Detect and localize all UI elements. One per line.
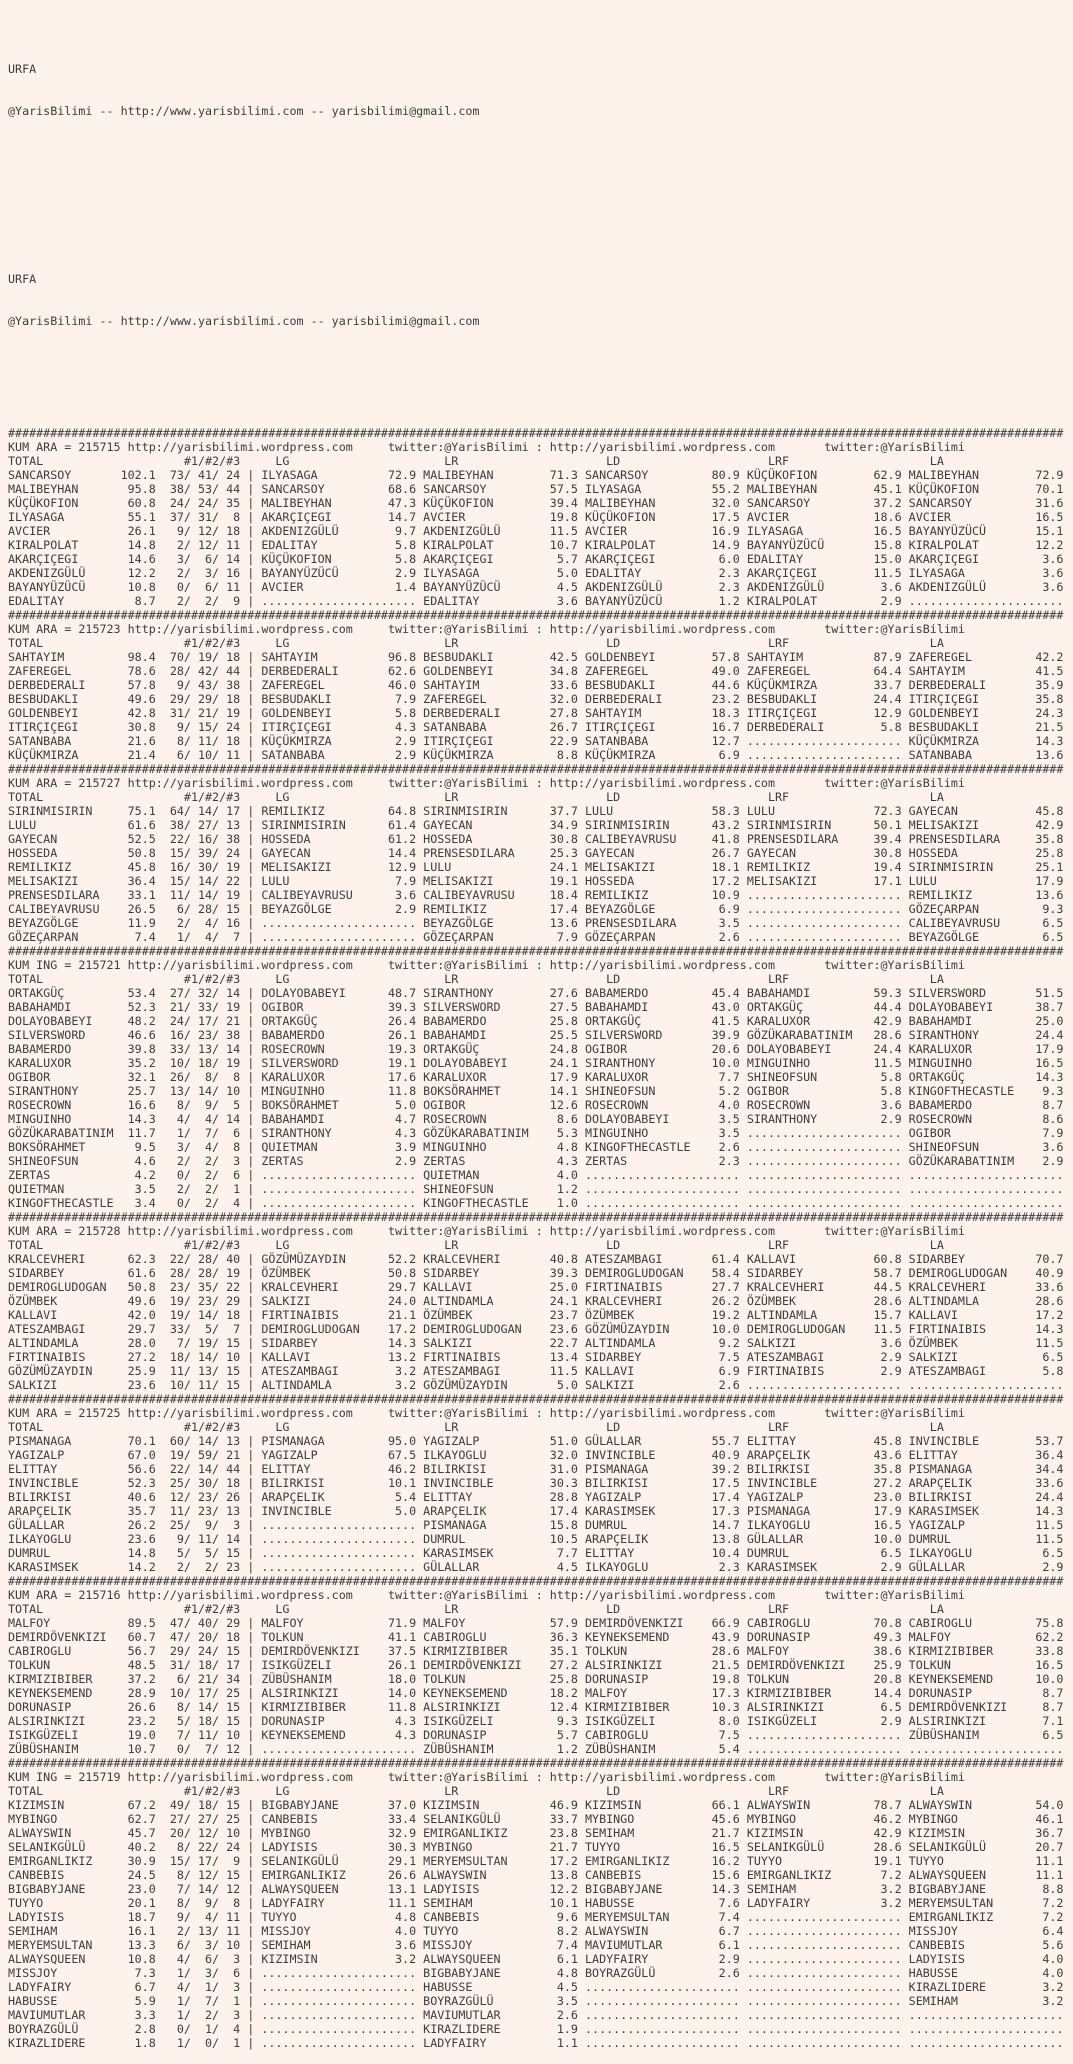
separator-line: ###################################################################################################################################################### <box>8 1574 1064 1588</box>
section-title-line: KUM ARA = 215728 http://yarisbilimi.wordpress.com twitter:@YarisBilimi : http://yarisbilimi.wordpress.com twitter:@YarisBilimi <box>8 1224 965 1238</box>
table-row: MYBINGO 62.7 27/ 27/ 25 | CANBEBIS 33.4 SELANIKGÜLÜ 33.7 MYBINGO 45.6 MYBINGO 46.2 MYBINGO 46.1 <box>8 1812 1064 1826</box>
table-row: TUYYO 20.1 8/ 9/ 8 | LADYFAIRY 11.1 SEMIHAM 10.1 HABUSSE 7.6 LADYFAIRY 3.2 MERYEMSULTAN 7.2 <box>8 1896 1064 1910</box>
section-title-line: KUM ARA = 215725 http://yarisbilimi.wordpress.com twitter:@YarisBilimi : http://yarisbilimi.wordpress.com twitter:@YarisBilimi <box>8 1406 965 1420</box>
table-row: MERYEMSULTAN 13.3 6/ 3/ 10 | SEMIHAM 3.6 MISSJOY 7.4 MAVIUMUTLAR 6.1 ...................... CANBEBIS 5.6 <box>8 1938 1064 1952</box>
columns-header-line: TOTAL #1/#2/#3 LG LR LD LRF LA <box>8 1602 944 1616</box>
table-row: BOYRAZGÜLÜ 2.8 0/ 1/ 4 | ...................... KIRAZLIDERE 1.9 ...................... ...................... ...................... <box>8 2022 1064 2036</box>
table-row: MAVIUMUTLAR 3.3 1/ 2/ 3 | ...................... MAVIUMUTLAR 2.6 ...................... ...................... ...................... <box>8 2008 1064 2022</box>
table-row: ZAFEREGEL 78.6 28/ 42/ 44 | DERBEDERALI 62.6 GOLDENBEYI 34.8 ZAFEREGEL 49.0 ZAFEREGEL 64.4 SAHTAYIM 41.5 <box>8 664 1064 678</box>
masthead-location: URFA <box>8 62 37 76</box>
columns-header-line: TOTAL #1/#2/#3 LG LR LD LRF LA <box>8 1238 944 1252</box>
table-row: ZÜBÜSHANIM 10.7 0/ 7/ 12 | ...................... ZÜBÜSHANIM 1.2 ZÜBÜSHANIM 5.4 ...................... ...................... <box>8 1742 1064 1756</box>
table-row: KEYNEKSEMEND 28.9 10/ 17/ 25 | ALSIRINKIZI 14.0 KEYNEKSEMEND 18.2 MALFOY 17.3 KIRMIZIBIBER 14.4 DORUNASIP 8.7 <box>8 1686 1064 1700</box>
table-row: HABUSSE 5.9 1/ 7/ 1 | ...................... BOYRAZGÜLÜ 3.5 ...................... ...................... SEMIHAM 3.2 <box>8 1994 1064 2008</box>
table-row: ÖZÜMBEK 49.6 19/ 23/ 29 | SALKIZI 24.0 ALTINDAMLA 24.1 KRALCEVHERI 26.2 ÖZÜMBEK 28.6 ALTINDAMLA 28.6 <box>8 1294 1064 1308</box>
table-row: BIGBABYJANE 23.0 7/ 14/ 12 | ALWAYSQUEEN 13.1 LADYISIS 12.2 BIGBABYJANE 14.3 SEMIHAM 3.2 BIGBABYJANE 8.8 <box>8 1882 1064 1896</box>
table-row: GÜLALLAR 26.2 25/ 9/ 3 | ...................... PISMANAGA 15.8 DUMRUL 14.7 ILKAYOGLU 16.5 YAGIZALP 11.5 <box>8 1518 1064 1532</box>
table-row: ALWAYSQUEEN 10.8 4/ 6/ 3 | KIZIMSIN 3.2 ALWAYSQUEEN 6.1 LADYFAIRY 2.9 ...................... LADYISIS 4.0 <box>8 1952 1064 1966</box>
table-row: TOLKUN 48.5 31/ 18/ 17 | ISIKGÜZELI 26.1 DEMIRDÖVENKIZI 27.2 ALSIRINKIZI 21.5 DEMIRDÖVENKIZI 25.9 TOLKUN 16.5 <box>8 1658 1064 1672</box>
masthead-repeat <box>8 244 1073 356</box>
table-row: LADYFAIRY 6.7 4/ 1/ 3 | ...................... HABUSSE 4.5 ...................... ...................... KIRAZLIDERE 3.2 <box>8 1980 1064 1994</box>
section-title-line: KUM ARA = 215716 http://yarisbilimi.wordpress.com twitter:@YarisBilimi : http://yarisbilimi.wordpress.com twitter:@YarisBilimi <box>8 1588 965 1602</box>
table-row: BILIRKISI 40.6 12/ 23/ 26 | ARAPÇELIK 5.4 ELITTAY 28.8 YAGIZALP 17.4 YAGIZALP 23.0 BILIRKISI 24.4 <box>8 1490 1064 1504</box>
masthead-byline: @YarisBilimi -- http://www.yarisbilimi.com -- yarisbilimi@gmail.com <box>8 314 480 328</box>
table-row: BAYANYÜZÜCÜ 10.8 0/ 6/ 11 | AVCIER 1.4 BAYANYÜZÜCÜ 4.5 AKDENIZGÜLÜ 2.3 AKDENIZGÜLÜ 3.6 AKDENIZGÜLÜ 3.6 <box>8 580 1064 594</box>
table-row: REMILIKIZ 45.8 16/ 30/ 19 | MELISAKIZI 12.9 LULU 24.1 MELISAKIZI 18.1 REMILIKIZ 19.4 SIRINMISIRIN 25.1 <box>8 860 1064 874</box>
table-row: MELISAKIZI 36.4 15/ 14/ 22 | LULU 7.9 MELISAKIZI 19.1 HOSSEDA 17.2 MELISAKIZI 17.1 LULU 17.9 <box>8 874 1064 888</box>
table-row: PISMANAGA 70.1 60/ 14/ 13 | PISMANAGA 95.0 YAGIZALP 51.0 GÜLALLAR 55.7 ELITTAY 45.8 INVINCIBLE 53.7 <box>8 1434 1064 1448</box>
separator-line: ###################################################################################################################################################### <box>8 426 1064 440</box>
table-row: CABIROGLU 56.7 29/ 24/ 15 | DEMIRDÖVENKIZI 37.5 KIRMIZIBIBER 35.1 TOLKUN 28.6 MALFOY 38.6 KIRMIZIBIBER 33.8 <box>8 1644 1064 1658</box>
table-row: ZERTAS 4.2 0/ 2/ 6 | ...................... QUIETMAN 4.0 ...................... ...................... ...................... <box>8 1168 1064 1182</box>
columns-header-line: TOTAL #1/#2/#3 LG LR LD LRF LA <box>8 790 944 804</box>
table-row: ROSECROWN 16.6 8/ 9/ 5 | BOKSÖRAHMET 5.0 OGIBOR 12.6 ROSECROWN 4.0 ROSECROWN 3.6 BABAMERDO 8.7 <box>8 1098 1064 1112</box>
table-row: BOKSÖRAHMET 9.5 3/ 4/ 8 | QUIETMAN 3.9 MINGUINHO 4.8 KINGOFTHECASTLE 2.6 ...................... SHINEOFSUN 3.6 <box>8 1140 1064 1154</box>
table-row: GÖZÜMÜZAYDIN 25.9 11/ 13/ 15 | ATESZAMBAGI 3.2 ATESZAMBAGI 11.5 KALLAVI 6.9 FIRTINAIBIS 2.9 ATESZAMBAGI 5.8 <box>8 1364 1064 1378</box>
table-row: SIRANTHONY 25.7 13/ 14/ 10 | MINGUINHO 11.8 BOKSÖRAHMET 14.1 SHINEOFSUN 5.2 OGIBOR 5.8 KINGOFTHECASTLE 9.3 <box>8 1084 1064 1098</box>
table-row: KIRMIZIBIBER 37.2 6/ 21/ 34 | ZÜBÜSHANIM 18.0 TOLKUN 25.8 DORUNASIP 19.8 TOLKUN 20.8 KEYNEKSEMEND 10.0 <box>8 1672 1064 1686</box>
columns-header-line: TOTAL #1/#2/#3 LG LR LD LRF LA <box>8 636 944 650</box>
table-row: GAYECAN 52.5 22/ 16/ 38 | HOSSEDA 61.2 HOSSEDA 30.8 CALIBEYAVRUSU 41.8 PRENSESDILARA 39.4 PRENSESDILARA 35.8 <box>8 832 1064 846</box>
table-row: ISIKGÜZELI 19.0 7/ 11/ 10 | KEYNEKSEMEND 4.3 DORUNASIP 5.7 CABIROGLU 7.5 ...................... ZÜBÜSHANIM 6.5 <box>8 1728 1064 1742</box>
table-row: AKDENIZGÜLÜ 12.2 2/ 3/ 16 | BAYANYÜZÜCÜ 2.9 ILYASAGA 5.0 EDALITAY 2.3 AKARÇIÇEGI 11.5 ILYASAGA 3.6 <box>8 566 1064 580</box>
table-row: AKARÇIÇEGI 14.6 3/ 6/ 14 | KÜÇÜKOFION 5.8 AKARÇIÇEGI 5.7 AKARÇIÇEGI 6.0 EDALITAY 15.0 AKARÇIÇEGI 3.6 <box>8 552 1064 566</box>
table-row: SANCARSOY 102.1 73/ 41/ 24 | ILYASAGA 72.9 MALIBEYHAN 71.3 SANCARSOY 80.9 KÜÇÜKOFION 62.9 MALIBEYHAN 72.9 <box>8 468 1064 482</box>
section-title-line: KUM ING = 215721 http://yarisbilimi.wordpress.com twitter:@YarisBilimi : http://yarisbilimi.wordpress.com twitter:@YarisBilimi <box>8 958 965 972</box>
table-row: GÖZÜKARABATINIM 11.7 1/ 7/ 6 | SIRANTHONY 4.3 GÖZÜKARABATINIM 5.3 MINGUINHO 3.5 ...................... OGIBOR 7.9 <box>8 1126 1064 1140</box>
table-row: MINGUINHO 14.3 4/ 4/ 14 | BABAHAMDI 4.7 ROSECROWN 8.6 DOLAYOBABEYI 3.5 SIRANTHONY 2.9 ROSECROWN 8.6 <box>8 1112 1064 1126</box>
table-row: BABAMERDO 39.8 33/ 13/ 14 | ROSECROWN 19.3 ORTAKGÜÇ 24.8 OGIBOR 20.6 DOLAYOBABEYI 24.4 KARALUXOR 17.9 <box>8 1042 1064 1056</box>
table-row: GOLDENBEYI 42.8 31/ 21/ 19 | GOLDENBEYI 5.8 DERBEDERALI 27.8 SAHTAYIM 18.3 ITIRÇIÇEGI 12.9 GOLDENBEYI 24.3 <box>8 706 1064 720</box>
table-row: BABAHAMDI 52.3 21/ 33/ 19 | OGIBOR 39.3 SILVERSWORD 27.5 BABAHAMDI 43.0 ORTAKGÜÇ 44.4 DOLAYOBABEYI 38.7 <box>8 1000 1064 1014</box>
table-row: KIZIMSIN 67.2 49/ 18/ 15 | BIGBABYJANE 37.0 KIZIMSIN 46.9 KIZIMSIN 66.1 ALWAYSWIN 78.7 ALWAYSWIN 54.0 <box>8 1798 1064 1812</box>
table-row: KRALCEVHERI 62.3 22/ 28/ 40 | GÖZÜMÜZAYDIN 52.2 KRALCEVHERI 40.8 ATESZAMBAGI 61.4 KALLAVI 60.8 SIDARBEY 70.7 <box>8 1252 1064 1266</box>
separator-line: ###################################################################################################################################################### <box>8 608 1064 622</box>
table-row: AVCIER 26.1 9/ 12/ 18 | AKDENIZGÜLÜ 9.7 AKDENIZGÜLÜ 11.5 AVCIER 16.9 ILYASAGA 16.5 BAYANYÜZÜCÜ 15.1 <box>8 524 1064 538</box>
table-row: SIDARBEY 61.6 28/ 28/ 19 | ÖZÜMBEK 50.8 SIDARBEY 39.3 DEMIROGLUDOGAN 58.4 SIDARBEY 58.7 DEMIROGLUDOGAN 40.9 <box>8 1266 1064 1280</box>
table-row: LULU 61.6 38/ 27/ 13 | SIRINMISIRIN 61.4 GAYECAN 34.9 SIRINMISIRIN 43.2 SIRINMISIRIN 50.1 MELISAKIZI 42.9 <box>8 818 1064 832</box>
table-row: ITIRÇIÇEGI 30.8 9/ 15/ 24 | ITIRÇIÇEGI 4.3 SATANBABA 26.7 ITIRÇIÇEGI 16.7 DERBEDERALI 5.8 BESBUDAKLI 21.5 <box>8 720 1064 734</box>
section-title-line: KUM ING = 215719 http://yarisbilimi.wordpress.com twitter:@YarisBilimi : http://yarisbilimi.wordpress.com twitter:@YarisBilimi <box>8 1770 965 1784</box>
table-row: ALTINDAMLA 28.0 7/ 19/ 15 | SIDARBEY 14.3 SALKIZI 22.7 ALTINDAMLA 9.2 SALKIZI 3.6 ÖZÜMBEK 11.5 <box>8 1336 1064 1350</box>
masthead-location: URFA <box>8 272 37 286</box>
table-row: KIRALPOLAT 14.8 2/ 12/ 11 | EDALITAY 5.8 KIRALPOLAT 10.7 KIRALPOLAT 14.9 BAYANYÜZÜCÜ 15.8 KIRALPOLAT 12.2 <box>8 538 1064 552</box>
masthead-byline: @YarisBilimi -- http://www.yarisbilimi.com -- yarisbilimi@gmail.com <box>8 104 480 118</box>
table-row: QUIETMAN 3.5 2/ 2/ 1 | ...................... SHINEOFSUN 1.2 ...................... ...................... ...................... <box>8 1182 1064 1196</box>
masthead <box>8 34 1073 146</box>
table-row: SAHTAYIM 98.4 70/ 19/ 18 | SAHTAYIM 96.8 BESBUDAKLI 42.5 GOLDENBEYI 57.8 SAHTAYIM 87.9 ZAFEREGEL 42.2 <box>8 650 1064 664</box>
columns-header-line: TOTAL #1/#2/#3 LG LR LD LRF LA <box>8 972 944 986</box>
table-row: DEMIROGLUDOGAN 50.8 23/ 35/ 22 | KRALCEVHERI 29.7 KALLAVI 25.0 FIRTINAIBIS 27.7 KRALCEVHERI 44.5 KRALCEVHERI 33.6 <box>8 1280 1064 1294</box>
table-row: PRENSESDILARA 33.1 11/ 14/ 19 | CALIBEYAVRUSU 3.6 CALIBEYAVRUSU 18.4 REMILIKIZ 10.9 ...................... REMILIKIZ 13.6 <box>8 888 1064 902</box>
table-row: SHINEOFSUN 4.6 2/ 2/ 3 | ZERTAS 2.9 ZERTAS 4.3 ZERTAS 2.3 ...................... GÖZÜKARABATINIM 2.9 <box>8 1154 1064 1168</box>
table-row: SEMIHAM 16.1 2/ 13/ 11 | MISSJOY 4.0 TUYYO 8.2 ALWAYSWIN 6.7 ...................... MISSJOY 6.4 <box>8 1924 1064 1938</box>
table-row: DERBEDERALI 57.8 9/ 43/ 38 | ZAFEREGEL 46.0 SAHTAYIM 33.6 BESBUDAKLI 44.6 KÜÇÜKMIRZA 33.7 DERBEDERALI 35.9 <box>8 678 1064 692</box>
table-row: MISSJOY 7.3 1/ 3/ 6 | ...................... BIGBABYJANE 4.8 BOYRAZGÜLÜ 2.6 ...................... HABUSSE 4.0 <box>8 1966 1064 1980</box>
separator-line: ###################################################################################################################################################### <box>8 1210 1064 1224</box>
table-row: KALLAVI 42.0 19/ 14/ 18 | FIRTINAIBIS 21.1 ÖZÜMBEK 23.7 ÖZÜMBEK 19.2 ALTINDAMLA 15.7 KALLAVI 17.2 <box>8 1308 1064 1322</box>
table-row: ALSIRINKIZI 23.2 5/ 18/ 15 | DORUNASIP 4.3 ISIKGÜZELI 9.3 ISIKGÜZELI 8.0 ISIKGÜZELI 2.9 ALSIRINKIZI 7.1 <box>8 1714 1064 1728</box>
table-row: SALKIZI 23.6 10/ 11/ 15 | ALTINDAMLA 3.2 GÖZÜMÜZAYDIN 5.0 SALKIZI 2.6 ...................... ...................... <box>8 1378 1064 1392</box>
table-row: ILKAYOGLU 23.6 9/ 11/ 14 | ...................... DUMRUL 10.5 ARAPÇELIK 13.8 GÜLALLAR 10.0 DUMRUL 11.5 <box>8 1532 1064 1546</box>
section-title-line: KUM ARA = 215723 http://yarisbilimi.wordpress.com twitter:@YarisBilimi : http://yarisbilimi.wordpress.com twitter:@YarisBilimi <box>8 622 965 636</box>
table-row: GÖZEÇARPAN 7.4 1/ 4/ 7 | ...................... GÖZEÇARPAN 7.9 GÖZEÇARPAN 2.6 ...................... BEYAZGÖLGE 6.5 <box>8 930 1064 944</box>
table-row: EDALITAY 8.7 2/ 2/ 9 | ...................... EDALITAY 3.6 BAYANYÜZÜCÜ 1.2 KIRALPOLAT 2.9 ...................... <box>8 594 1064 608</box>
table-row: MALIBEYHAN 95.8 38/ 53/ 44 | SANCARSOY 68.6 SANCARSOY 57.5 ILYASAGA 55.2 MALIBEYHAN 45.1 KÜÇÜKOFION 70.1 <box>8 482 1064 496</box>
table-row: OGIBOR 32.1 26/ 8/ 8 | KARALUXOR 17.6 KARALUXOR 17.9 KARALUXOR 7.7 SHINEOFSUN 5.8 ORTAKGÜÇ 14.3 <box>8 1070 1064 1084</box>
table-row: DOLAYOBABEYI 48.2 24/ 17/ 21 | ORTAKGÜÇ 26.4 BABAMERDO 25.8 ORTAKGÜÇ 41.5 KARALUXOR 42.9 BABAHAMDI 25.0 <box>8 1014 1064 1028</box>
table-row: KARASIMSEK 14.2 2/ 2/ 23 | ...................... GÜLALLAR 4.5 ILKAYOGLU 2.3 KARASIMSEK 2.9 GÜLALLAR 2.9 <box>8 1560 1064 1574</box>
section-title-line: KUM ARA = 215715 http://yarisbilimi.wordpress.com twitter:@YarisBilimi : http://yarisbilimi.wordpress.com twitter:@YarisBilimi <box>8 440 965 454</box>
table-row: KINGOFTHECASTLE 3.4 0/ 2/ 4 | ...................... KINGOFTHECASTLE 1.0 ...................... ...................... ...................... <box>8 1196 1064 1210</box>
columns-header-line: TOTAL #1/#2/#3 LG LR LD LRF LA <box>8 1784 944 1798</box>
table-row: INVINCIBLE 52.3 25/ 30/ 18 | BILIRKISI 10.1 INVINCIBLE 30.3 BILIRKISI 17.5 INVINCIBLE 27.2 ARAPÇELIK 33.6 <box>8 1476 1064 1490</box>
separator-line: ###################################################################################################################################################### <box>8 1756 1064 1770</box>
table-row: KIRAZLIDERE 1.8 1/ 0/ 1 | ...................... LADYFAIRY 1.1 ...................... ...................... ...................... <box>8 2036 1064 2050</box>
table-row: ARAPÇELIK 35.7 11/ 23/ 13 | INVINCIBLE 5.0 ARAPÇELIK 17.4 KARASIMSEK 17.3 PISMANAGA 17.9 KARASIMSEK 14.3 <box>8 1504 1064 1518</box>
table-row: SILVERSWORD 46.6 16/ 23/ 38 | BABAMERDO 26.1 BABAHAMDI 25.5 SILVERSWORD 39.9 GÖZÜKARABATINIM 28.6 SIRANTHONY 24.4 <box>8 1028 1064 1042</box>
table-row: ALWAYSWIN 45.7 20/ 12/ 10 | MYBINGO 32.9 EMIRGANLIKIZ 23.8 SEMIHAM 21.7 KIZIMSIN 42.9 KIZIMSIN 36.7 <box>8 1826 1064 1840</box>
table-row: DORUNASIP 26.6 8/ 14/ 15 | KIRMIZIBIBER 11.8 ALSIRINKIZI 12.4 KIRMIZIBIBER 10.3 ALSIRINKIZI 6.5 DEMIRDÖVENKIZI 8.7 <box>8 1700 1064 1714</box>
table-row: DEMIRDÖVENKIZI 60.7 47/ 20/ 18 | TOLKUN 41.1 CABIROGLU 36.3 KEYNEKSEMEND 43.9 DORUNASIP 49.3 MALFOY 62.2 <box>8 1630 1064 1644</box>
table-row: LADYISIS 18.7 9/ 4/ 11 | TUYYO 4.8 CANBEBIS 9.6 MERYEMSULTAN 7.4 ...................... EMIRGANLIKIZ 7.2 <box>8 1910 1064 1924</box>
blank-line <box>8 384 1073 398</box>
table-row: CALIBEYAVRUSU 26.5 6/ 28/ 15 | BEYAZGÖLGE 2.9 REMILIKIZ 17.4 BEYAZGÖLGE 6.9 ...................... GÖZEÇARPAN 9.3 <box>8 902 1064 916</box>
table-row: CANBEBIS 24.5 8/ 12/ 15 | EMIRGANLIKIZ 26.6 ALWAYSWIN 13.8 CANBEBIS 15.6 EMIRGANLIKIZ 7.2 ALWAYSQUEEN 11.1 <box>8 1868 1064 1882</box>
table-row: KÜÇÜKOFION 60.8 24/ 24/ 35 | MALIBEYHAN 47.3 KÜÇÜKOFION 39.4 MALIBEYHAN 32.0 SANCARSOY 37.2 SANCARSOY 31.6 <box>8 496 1064 510</box>
table-row: SIRINMISIRIN 75.1 64/ 14/ 17 | REMILIKIZ 64.8 SIRINMISIRIN 37.7 LULU 58.3 LULU 72.3 GAYECAN 45.8 <box>8 804 1064 818</box>
table-row: YAGIZALP 67.0 19/ 59/ 21 | YAGIZALP 67.5 ILKAYOGLU 32.0 INVINCIBLE 40.9 ARAPÇELIK 43.6 ELITTAY 36.4 <box>8 1448 1064 1462</box>
separator-line: ###################################################################################################################################################### <box>8 762 1064 776</box>
table-row: EMIRGANLIKIZ 30.9 15/ 17/ 9 | SELANIKGÜLÜ 29.1 MERYEMSULTAN 17.2 EMIRGANLIKIZ 16.2 TUYYO 19.1 TUYYO 11.1 <box>8 1854 1064 1868</box>
sections-container <box>8 426 1073 2050</box>
separator-line: ###################################################################################################################################################### <box>8 944 1064 958</box>
separator-line: ###################################################################################################################################################### <box>8 1392 1064 1406</box>
table-row: FIRTINAIBIS 27.2 18/ 14/ 10 | KALLAVI 13.2 FIRTINAIBIS 13.4 SIDARBEY 7.5 ATESZAMBAGI 2.9 SALKIZI 6.5 <box>8 1350 1064 1364</box>
table-row: ORTAKGÜÇ 53.4 27/ 32/ 14 | DOLAYOBABEYI 48.7 SIRANTHONY 27.6 BABAMERDO 45.4 BABAHAMDI 59.3 SILVERSWORD 51.5 <box>8 986 1064 1000</box>
columns-header-line: TOTAL #1/#2/#3 LG LR LD LRF LA <box>8 454 944 468</box>
section-title-line: KUM ARA = 215727 http://yarisbilimi.wordpress.com twitter:@YarisBilimi : http://yarisbilimi.wordpress.com twitter:@YarisBilimi <box>8 776 965 790</box>
table-row: MALFOY 89.5 47/ 40/ 29 | MALFOY 71.9 MALFOY 57.9 DEMIRDÖVENKIZI 66.9 CABIROGLU 70.8 CABIROGLU 75.8 <box>8 1616 1064 1630</box>
table-row: KARALUXOR 35.2 10/ 18/ 19 | SILVERSWORD 19.1 DOLAYOBABEYI 24.1 SIRANTHONY 10.0 MINGUINHO 11.5 MINGUINHO 16.5 <box>8 1056 1064 1070</box>
table-row: ATESZAMBAGI 29.7 33/ 5/ 7 | DEMIROGLUDOGAN 17.2 DEMIROGLUDOGAN 23.6 GÖZÜMÜZAYDIN 10.0 DEMIROGLUDOGAN 11.5 FIRTINAIBIS 14.3 <box>8 1322 1064 1336</box>
blank-lines <box>8 174 1073 216</box>
table-row: ILYASAGA 55.1 37/ 31/ 8 | AKARÇIÇEGI 14.7 AVCIER 19.8 KÜÇÜKOFION 17.5 AVCIER 18.6 AVCIER 16.5 <box>8 510 1064 524</box>
table-row: BESBUDAKLI 49.6 29/ 29/ 18 | BESBUDAKLI 7.9 ZAFEREGEL 32.0 DERBEDERALI 23.2 BESBUDAKLI 24.4 ITIRÇIÇEGI 35.8 <box>8 692 1064 706</box>
table-row: DUMRUL 14.8 5/ 5/ 15 | ...................... KARASIMSEK 7.7 ELITTAY 10.4 DUMRUL 6.5 ILKAYOGLU 6.5 <box>8 1546 1064 1560</box>
table-row: BEYAZGÖLGE 11.9 2/ 4/ 16 | ...................... BEYAZGÖLGE 13.6 PRENSESDILARA 3.5 ...................... CALIBEYAVRUSU 6.5 <box>8 916 1064 930</box>
table-row: ELITTAY 56.6 22/ 14/ 44 | ELITTAY 46.2 BILIRKISI 31.0 PISMANAGA 39.2 BILIRKISI 35.8 PISMANAGA 34.4 <box>8 1462 1064 1476</box>
table-row: HOSSEDA 50.8 15/ 39/ 24 | GAYECAN 14.4 PRENSESDILARA 25.3 GAYECAN 26.7 GAYECAN 30.8 HOSSEDA 25.8 <box>8 846 1064 860</box>
table-row: SELANIKGÜLÜ 40.2 8/ 22/ 24 | LADYISIS 30.3 MYBINGO 21.7 TUYYO 16.5 SELANIKGÜLÜ 28.6 SELANIKGÜLÜ 20.7 <box>8 1840 1064 1854</box>
table-row: KÜÇÜKMIRZA 21.4 6/ 10/ 11 | SATANBABA 2.9 KÜÇÜKMIRZA 8.8 KÜÇÜKMIRZA 6.9 ...................... SATANBABA 13.6 <box>8 748 1064 762</box>
table-row: SATANBABA 21.6 8/ 11/ 18 | KÜÇÜKMIRZA 2.9 ITIRÇIÇEGI 22.9 SATANBABA 12.7 ...................... KÜÇÜKMIRZA 14.3 <box>8 734 1064 748</box>
columns-header-line: TOTAL #1/#2/#3 LG LR LD LRF LA <box>8 1420 944 1434</box>
